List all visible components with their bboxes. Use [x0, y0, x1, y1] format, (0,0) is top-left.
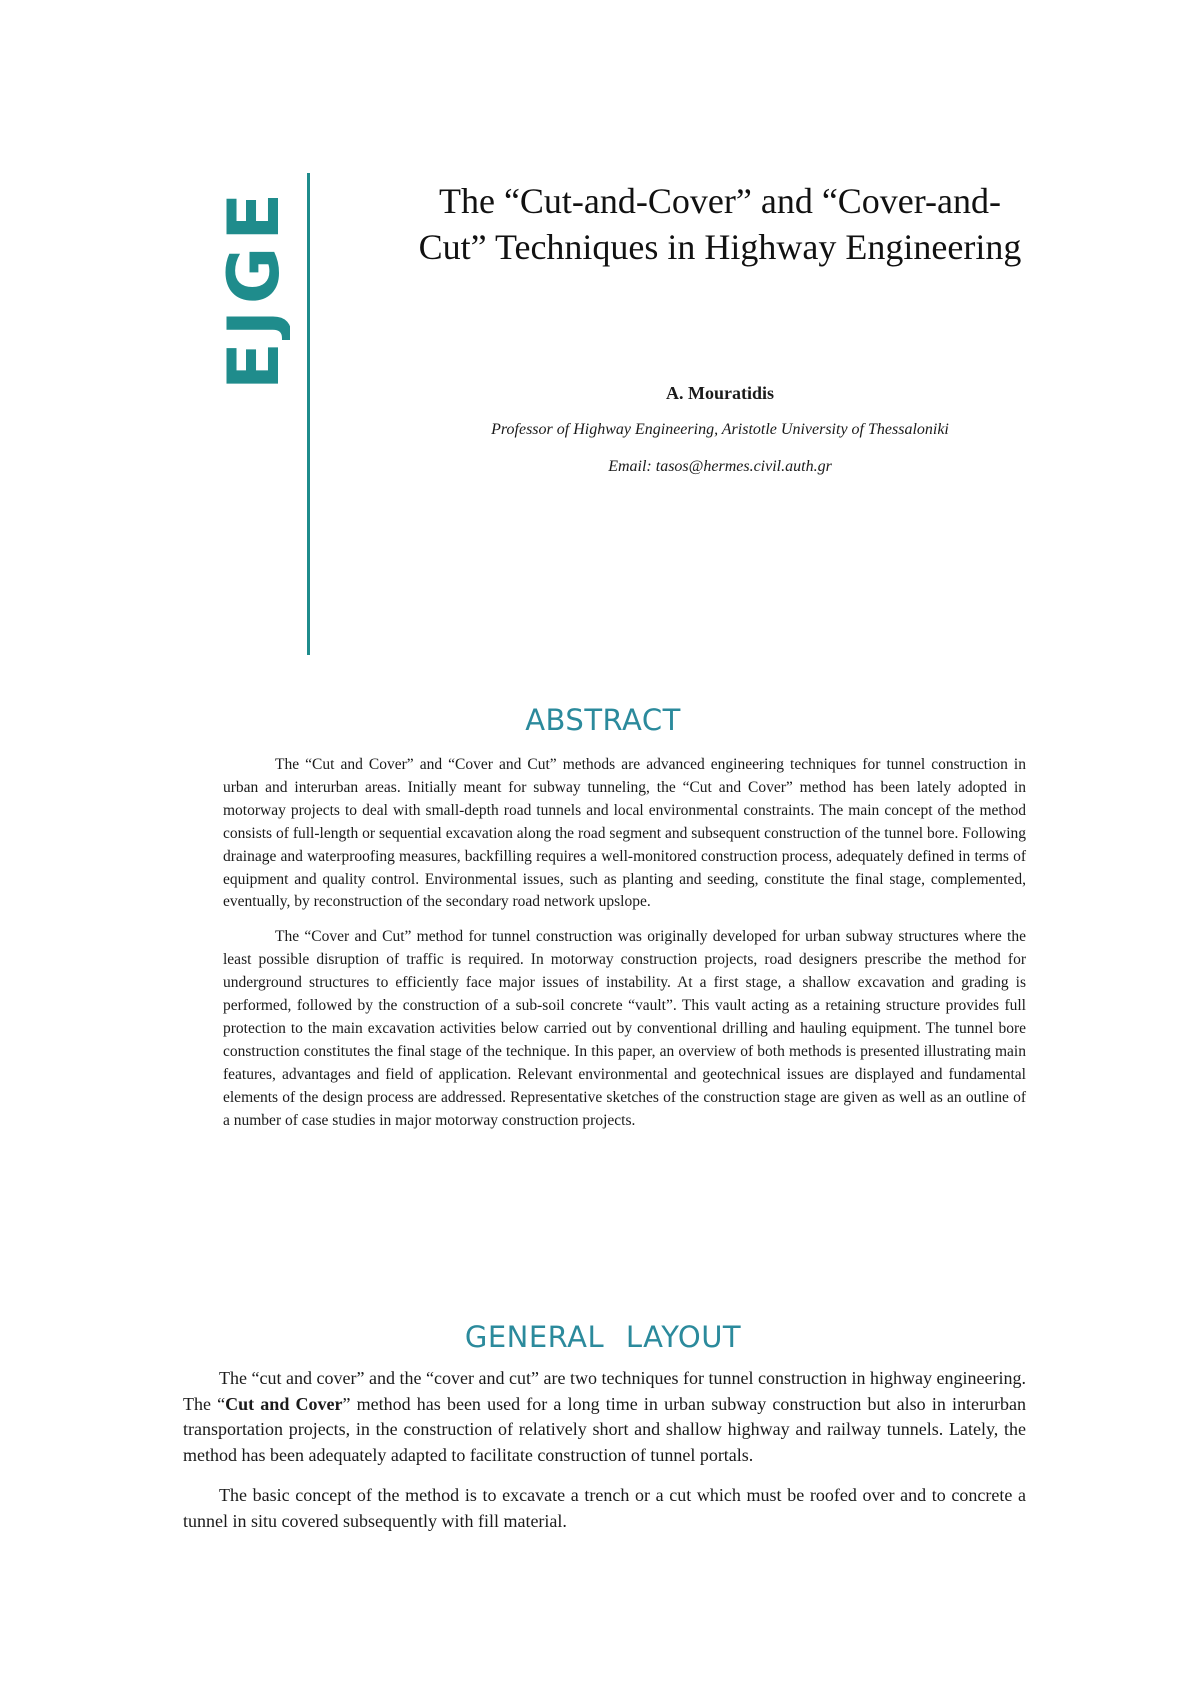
author-email: Email: tasos@hermes.civil.auth.gr	[608, 458, 832, 475]
journal-logo	[210, 185, 290, 395]
author-name: A. Mouratidis	[666, 383, 774, 403]
abstract-paragraph-1: The “Cut and Cover” and “Cover and Cut” methods are advanced engineering techniques for tunnel construction in urban and interurban areas. Initially meant for subway tunneling, the “Cut and Cover” method has been lately adopted in motorway projects to deal with small-depth road tunnels and local environmental constraints. The main concept of the method consists of full-length or sequential excavation along the road segment and subsequent construction of the tunnel bore. Following drainage and waterproofing measures, backfilling requires a well-monitored construction process, adequately defined in terms of equipment and quality control. Environmental issues, such as planting and seeding, constitute the final stage, complemented, eventually, by reconstruction of the secondary road network upslope.	[223, 756, 1026, 911]
journal-logo-graphic	[210, 185, 290, 395]
paragraph-text: The “cut and cover” and the “cover and cut” are two techniques for tunnel construction in highway engineering. The “	[183, 1368, 1026, 1414]
general-layout-paragraph-2: The basic concept of the method is to excavate a trench or a cut which must be roofed over and to concrete a tunnel in situ covered subsequently with fill material.	[183, 1485, 1026, 1531]
paper-title: The “Cut-and-Cover” and “Cover-and-Cut” Techniques in Highway Engineering	[418, 181, 1022, 267]
general-layout-heading: GENERAL LAYOUT	[464, 1320, 742, 1354]
paragraph-text: ” method has been used for a long time in urban subway construction but also in interurban transportation projects, in the construction of relatively short and shallow highway and railway tunnels. Lately, the method has been adequately adapted to facilitate construction of tunnel portals.	[183, 1393, 1026, 1465]
method-name-emphasis: Cut and Cover	[225, 1393, 343, 1414]
general-layout-paragraph-1	[183, 1366, 1026, 1468]
abstract-body	[223, 754, 1026, 1145]
vertical-divider	[307, 173, 310, 655]
abstract-paragraph-2: The “Cover and Cut” method for tunnel construction was originally developed for urban subway structures where the least possible disruption of traffic is required. In motorway construction projects, road designers prescribe the method for underground structures to efficiently face major issues of instability. At a first stage, a shallow excavation and grading is performed, followed by the construction of a sub-soil concrete “vault”. This vault acting as a retaining structure provides full protection to the main excavation activities below carried out by conventional drilling and hauling equipment. The tunnel bore construction constitutes the final stage of the technique. In this paper, an overview of both methods is presented illustrating main features, advantages and field of application. Relevant environmental and geotechnical issues are displayed and fundamental elements of the design process are addressed. Representative sketches of the construction stage are given as well as an outline of a number of case studies in major motorway construction projects.	[223, 928, 1026, 1129]
journal-logo-text: EJGE	[213, 186, 290, 390]
general-layout-body	[183, 1366, 1026, 1549]
author-affiliation: Professor of Highway Engineering, Aristotle University of Thessaloniki	[491, 421, 949, 438]
abstract-heading: ABSTRACT	[525, 703, 681, 737]
